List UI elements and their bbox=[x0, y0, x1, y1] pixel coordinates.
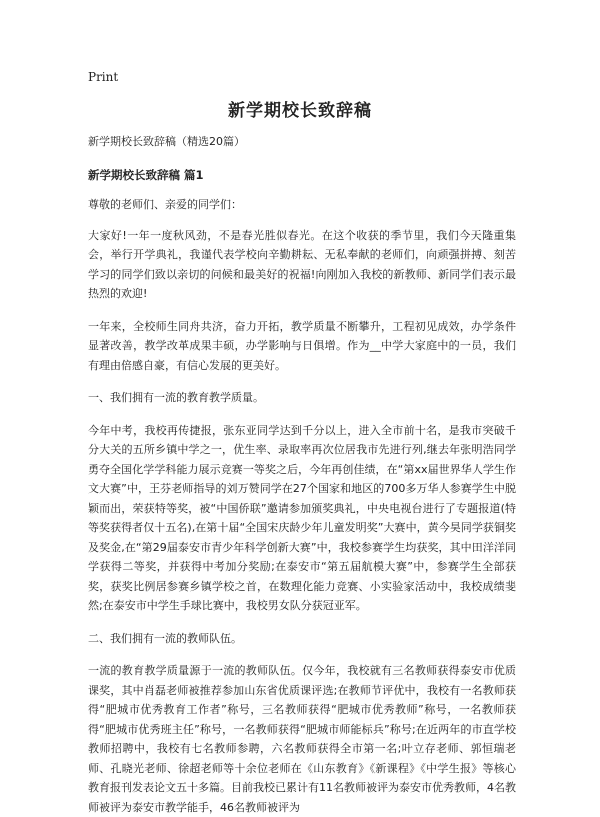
page-title: 新学期校长致辞稿 bbox=[228, 101, 372, 121]
article-subtitle: 新学期校长致辞稿（精选20篇） bbox=[88, 135, 245, 148]
article-body bbox=[88, 132, 516, 817]
paragraph: 一年来，全校师生同舟共济，奋力开拓，教学质量不断攀升，工程初见成效，办学条件显著改善，教学改革成果丰硕，办学影响与日俱增。作为__中学大家庭中的一员，我们有理由倍感自豪，有信心发展的更美好。 bbox=[88, 319, 516, 372]
salutation: 尊敬的老师们、亲爱的同学们： bbox=[88, 198, 242, 211]
paragraph: 一流的教育教学质量源于一流的教师队伍。仅今年，我校就有三名教师获得泰安市优质课奖，其中肖磊老师被推荐参加山东省优质课评选;在教师节评优中，我校有一名教师获得“肥城市优秀教育工作者”称号，三名教师获得“肥城市优秀教师”称号，一名教师获得“肥城市优秀班主任”称号，一名教师获得“肥城市师能标兵”称号;在近两年的市直学校教师招聘中，我校有七名教师参聘，六名教师获得全市第一名;叶立存老师、郭恒瑞老师、孔晓光老师、徐超老师等十余位老师在《山东教育》《新课程》《中学生报》等核心教育报刊发表论文五十多篇。目前我校已累计有11名教师被评为泰安市优秀教师，4名教师被评为泰安市教学能手，46名教师被评为 bbox=[88, 664, 516, 814]
paragraph: 今年中考，我校再传捷报，张东亚同学达到千分以上，进入全市前十名，是我市突破千分大关的五所乡镇中学之一，优生率、录取率再次位居我市先进行列,继去年张明浩同学勇夺全国化学学科能力展示竞赛一等奖之后，今年再创佳绩，在“第xx届世界华人学生作文大赛”中，王芬老师指导的刘万赞同学在27个国家和地区的700多万华人参赛学生中脱颖而出，荣获特等奖，被“中国侨联”邀请参加颁奖典礼，中央电视台进行了专题报道(特等奖获得者仅十五名),在第十届“全国宋庆龄少年儿童发明奖”大赛中，黄今昊同学获铜奖及奖金,在“第29届泰安市青少年科学创新大赛”中，我校参赛学生均获奖，其中田洋洋同学获得二等奖，并获得中考加分奖励;在泰安市“第五届航模大赛”中，参赛学生全部获奖，获奖比例居参赛乡镇学校之首，在数理化能力竞赛、小实验家活动中，我校成绩斐然;在泰安市中学生手球比赛中，我校男女队分获冠亚军。 bbox=[88, 423, 516, 612]
paragraph: 大家好!一年一度秋风劲，不是春光胜似春光。在这个收获的季节里，我们今天隆重集会，举行开学典礼，我谨代表学校向辛勤耕耘、无私奉献的老师们，向顽强拼搏、刻苦学习的同学们致以亲切的问候和最美好的祝福!向刚加入我校的新教师、新同学们表示最热烈的欢迎! bbox=[88, 228, 516, 300]
section-point-heading: 一、我们拥有一流的教育教学质量。 bbox=[88, 391, 264, 404]
section-point-heading: 二、我们拥有一流的教师队伍。 bbox=[88, 631, 242, 645]
print-link[interactable]: Print bbox=[88, 70, 119, 84]
section-heading: 新学期校长致辞稿 篇1 bbox=[88, 167, 204, 182]
